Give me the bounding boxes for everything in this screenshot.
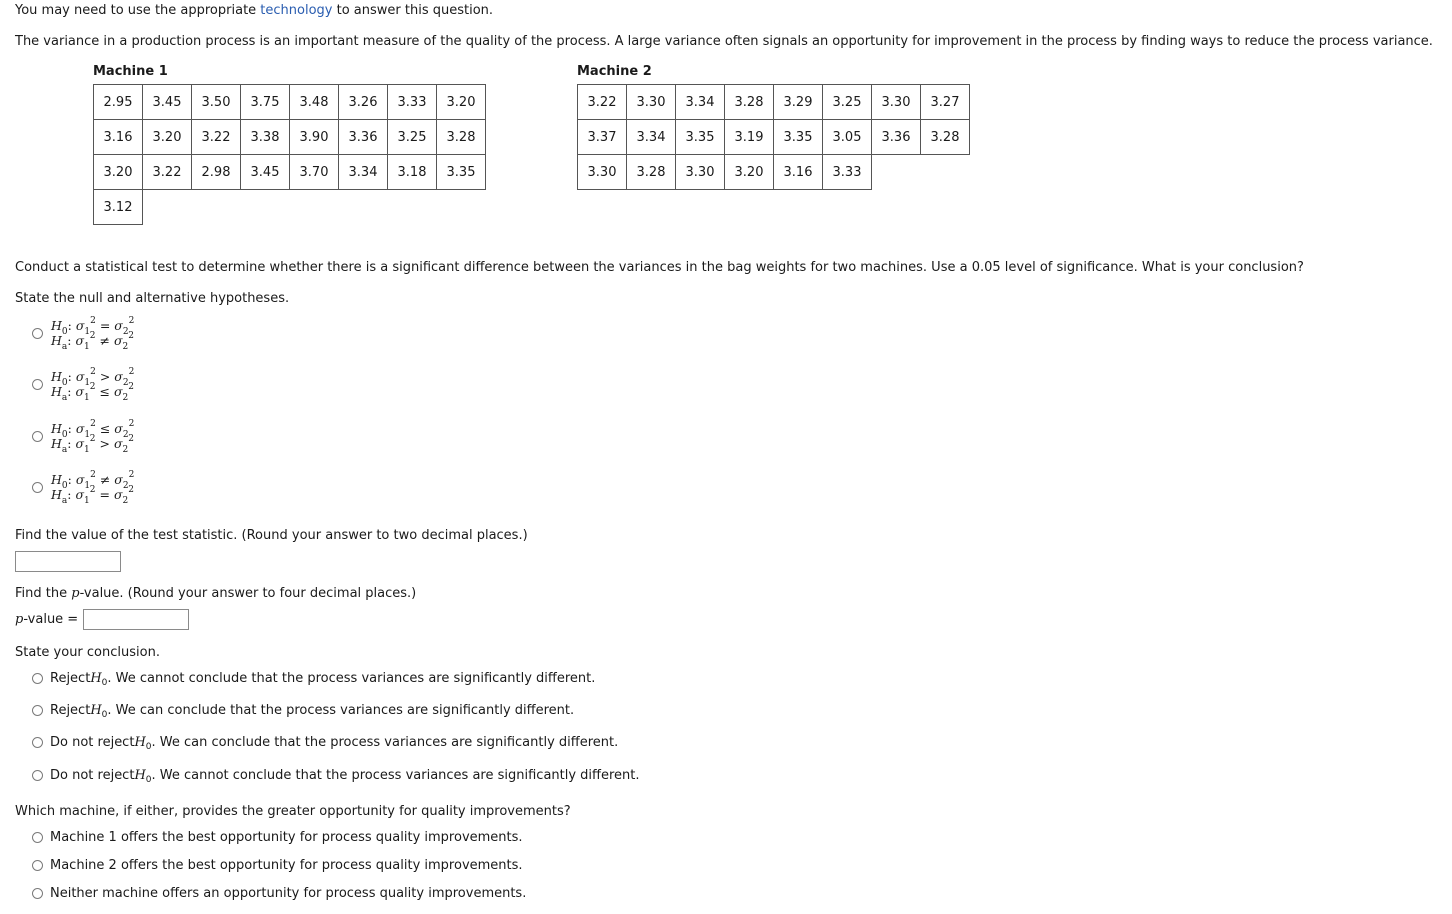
hypothesis-option-4[interactable]: $H_0$: $\sigma_1^2 \ne \sigma_2^2$ $H_a$: $\sigma_1^2 = \sigma_2^2$ [51, 470, 135, 506]
table-cell: 3.70 [290, 155, 339, 190]
table-cell: 3.16 [94, 120, 143, 155]
table-row [578, 120, 970, 155]
table-cell: 3.28 [725, 85, 774, 120]
table-cell: 3.34 [339, 155, 388, 190]
hypothesis-option-1[interactable]: $H_0$: $\sigma_1^2 = \sigma_2^2$ $H_a$: $\sigma_1^2 \ne \sigma_2^2$ [51, 316, 135, 352]
table-row [578, 85, 970, 120]
table-cell: 3.20 [725, 155, 774, 190]
pvalue-prompt: Find the p-value. (Round your answer to four decimal places.) [15, 586, 417, 601]
machine2-table [577, 84, 970, 190]
test-stat-prompt: Find the value of the test statistic. (Round your answer to two decimal places.) [15, 528, 528, 543]
machine-option-2-radio[interactable] [32, 860, 43, 871]
table-cell: 3.30 [676, 155, 725, 190]
table-cell: 3.29 [774, 85, 823, 120]
technology-link[interactable]: technology [260, 3, 333, 18]
table-cell: 3.37 [578, 120, 627, 155]
table-cell: 3.45 [241, 155, 290, 190]
conclusion-option-3-radio[interactable] [32, 737, 43, 748]
machine-prompt: Which machine, if either, provides the greater opportunity for quality improvements? [15, 804, 571, 819]
conclusion-option-2[interactable]: Reject H 0 . We can conclude that the process variances are significantly different. [32, 703, 574, 718]
conclusion-option-1-radio[interactable] [32, 673, 43, 684]
table-cell: 3.90 [290, 120, 339, 155]
table-cell: 3.33 [388, 85, 437, 120]
table-cell: 3.28 [437, 120, 486, 155]
table-cell: 3.22 [143, 155, 192, 190]
conclusion-option-4-radio[interactable] [32, 770, 43, 781]
table-row [94, 85, 486, 120]
table-cell: 3.28 [627, 155, 676, 190]
problem-text: The variance in a production process is an important measure of the quality of the process. A large variance often signals an opportunity for improvement in the process by finding ways to reduce the process variance. [15, 34, 1433, 49]
table-cell: 3.20 [143, 120, 192, 155]
table-cell: 3.16 [774, 155, 823, 190]
hypothesis-option-3[interactable]: $H_0$: $\sigma_1^2 \le \sigma_2^2$ $H_a$: $\sigma_1^2 > \sigma_2^2$ [51, 419, 135, 455]
table-row [94, 190, 486, 225]
conclusion-prompt: State your conclusion. [15, 645, 160, 660]
machine-option-1-radio[interactable] [32, 832, 43, 843]
hypothesis-option-2-radio[interactable] [32, 379, 43, 390]
table-row [94, 120, 486, 155]
hypothesis-option-2[interactable]: $H_0$: $\sigma_1^2 > \sigma_2^2$ $H_a$: $\sigma_1^2 \le \sigma_2^2$ [51, 367, 135, 403]
table-cell: 3.50 [192, 85, 241, 120]
table-cell: 2.98 [192, 155, 241, 190]
conclusion-option-3[interactable]: Do not reject H 0 . We can conclude that the process variances are significantly different. [32, 735, 618, 750]
table-cell: 3.20 [94, 155, 143, 190]
table-cell: 3.26 [339, 85, 388, 120]
table-cell: 3.35 [437, 155, 486, 190]
machine-option-3-radio[interactable] [32, 888, 43, 899]
table-cell: 3.34 [627, 120, 676, 155]
table-cell: 3.30 [627, 85, 676, 120]
table-cell: 3.22 [578, 85, 627, 120]
machine1-label: Machine 1 [93, 64, 168, 79]
test-stat-input[interactable] [15, 551, 121, 572]
hypotheses-prompt: State the null and alternative hypotheses. [15, 291, 290, 306]
table-cell: 3.36 [872, 120, 921, 155]
table-row [94, 155, 486, 190]
machine-option-2[interactable]: Machine 2 offers the best opportunity for process quality improvements. [32, 858, 523, 873]
machine-option-3[interactable]: Neither machine offers an opportunity for process quality improvements. [32, 886, 526, 901]
table-cell: 3.27 [921, 85, 970, 120]
intro-text: You may need to use the appropriate technology to answer this question. [15, 3, 494, 18]
table-cell: 3.34 [676, 85, 725, 120]
table-cell: 3.18 [388, 155, 437, 190]
table-cell: 3.12 [94, 190, 143, 225]
table-cell: 3.25 [823, 85, 872, 120]
table-cell: 3.33 [823, 155, 872, 190]
table-cell: 3.20 [437, 85, 486, 120]
table-cell: 3.45 [143, 85, 192, 120]
table-cell: 3.25 [388, 120, 437, 155]
machine2-label: Machine 2 [577, 64, 652, 79]
hypothesis-option-1-radio[interactable] [32, 328, 43, 339]
hypothesis-option-3-radio[interactable] [32, 431, 43, 442]
machine-option-1[interactable]: Machine 1 offers the best opportunity for process quality improvements. [32, 830, 523, 845]
table-cell: 3.19 [725, 120, 774, 155]
conclusion-option-2-radio[interactable] [32, 705, 43, 716]
table-cell: 3.75 [241, 85, 290, 120]
table-cell: 3.30 [578, 155, 627, 190]
table-cell: 3.30 [872, 85, 921, 120]
conclusion-option-1[interactable]: Reject H 0 . We cannot conclude that the process variances are significantly different. [32, 671, 595, 686]
table-cell: 3.35 [676, 120, 725, 155]
table-cell: 3.35 [774, 120, 823, 155]
table-cell: 3.05 [823, 120, 872, 155]
table-cell: 3.38 [241, 120, 290, 155]
table-cell: 3.22 [192, 120, 241, 155]
table-cell: 3.36 [339, 120, 388, 155]
pvalue-input[interactable] [83, 609, 189, 630]
machine1-table [93, 84, 486, 225]
table-cell: 3.48 [290, 85, 339, 120]
hypothesis-option-4-radio[interactable] [32, 482, 43, 493]
table-cell: 2.95 [94, 85, 143, 120]
task-text: Conduct a statistical test to determine whether there is a significant difference between the variances in the bag weights for two machines. Use a 0.05 level of significance. What is your conclusion? [15, 260, 1304, 275]
pvalue-label: p-value = [15, 612, 79, 627]
conclusion-option-4[interactable]: Do not reject H 0 . We cannot conclude that the process variances are significantly different. [32, 768, 640, 783]
table-cell: 3.28 [921, 120, 970, 155]
table-row [578, 155, 970, 190]
